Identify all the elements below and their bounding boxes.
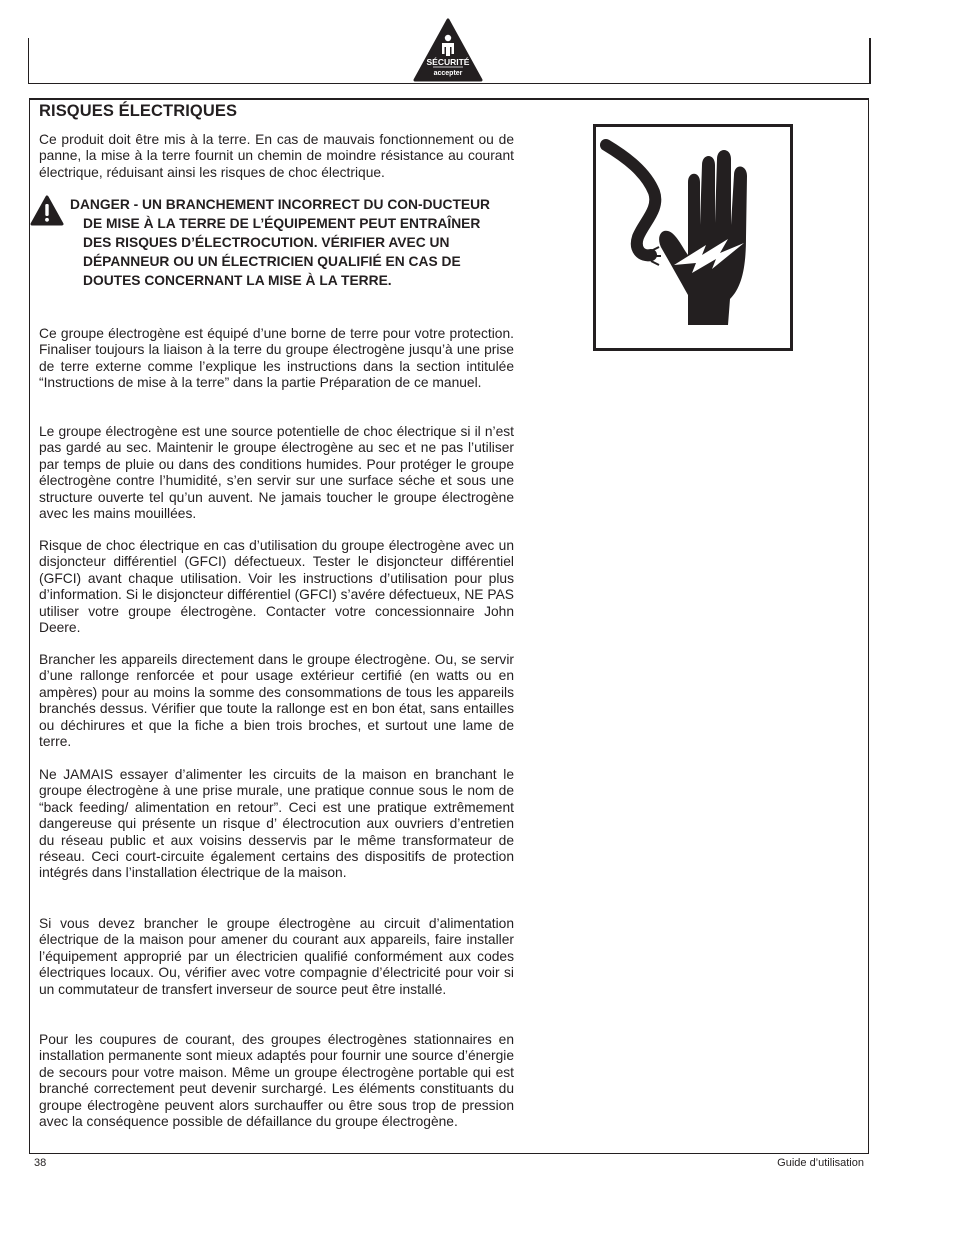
intro-block <box>39 132 514 181</box>
paragraph-block-1 <box>39 326 514 392</box>
header-rule <box>28 83 871 84</box>
gfci-paragraph: Risque de choc électrique en cas d’utilisation du groupe électrogène avec un disjoncteur différentiel (GFCI) défectueux. Tester le disjoncteur différentiel (GFCI) avant chaque utilisation. Voir les instructions d’utilisation pour plus d’information. Si le disjoncteur différentiel (GFCI) s’avére défectueux, NE PAS utiliser votre groupe électrogène. Contacter votre concessionnaire John Deere. <box>39 538 514 636</box>
power-outage-paragraph: Pour les coupures de courant, des groupes électrogènes stationnaires en installation permanente sont mieux adaptés pour fournir une source d’énergie de secours pour votre maison. Même un groupe électrogène portable qui est branché correctement peut devenir surchargé. Les éléments constituants du groupe électrogène peuvent alors surchauffer ou être sous trop de pression avec la conséquence possible de défaillance du groupe électrogène. <box>39 1032 514 1130</box>
danger-text: DANGER - UN BRANCHEMENT INCORRECT DU CON-DUCTEUR DE MISE À LA TERRE DE L’ÉQUIPEMENT PEUT ENTRAÎNER DES RISQUES D’ÉLECTROCUTION. VÉRIFIER AVEC UN DÉPANNEUR OU UN ÉLECTRICIEN QUALIFIÉ EN CAS DE DOUTES CONCERNANT LA MISE À LA TERRE. <box>70 197 491 288</box>
grounding-paragraph: Ce groupe électrogène est équipé d’une borne de terre pour votre protection. Finaliser toujours la liaison à la terre du groupe électrogène jusqu’à une prise de terre externe comme l’explique les instructions dans la section intitulée “Instructions de mise à la terre” dans la partie Préparation de ce manuel. <box>39 326 514 391</box>
safety-alert-icon <box>413 18 483 82</box>
moisture-paragraph: Le groupe électrogène est une source potentielle de choc électrique si il n’est pas gardé au sec. Maintenir le groupe électrogène au sec et ne pas l’utiliser par temps de pluie ou dans des conditions humides. Pour protéger le groupe électrogène contre l’humidité, s’en servir sur une surface séche et sous une structure ouverte tel qu’un auvent. Ne jamais toucher le groupe électrogène avec les mains mouillées. <box>39 424 514 522</box>
paragraph-block-5 <box>39 767 514 882</box>
extension-cord-paragraph: Brancher les appareils directement dans le groupe électrogène. Ou, se servir d’une rallonge renforcée et pour usage extérieur certifié (en watts ou en ampères) pour au moins la somme des consommations de tous les appareils branchés dessus. Vérifier que toute la rallonge est en bon état, sans entailles ou déchirures et que la fiche a bien trois broches, et surtout une lame de terre. <box>39 652 514 750</box>
warning-triangle-icon <box>30 195 64 226</box>
section-title: RISQUES ÉLECTRIQUES <box>39 102 238 120</box>
hand-shock-icon <box>596 127 790 348</box>
guide-title: Guide d’utilisation <box>777 1157 864 1169</box>
paragraph-block-6 <box>39 916 514 998</box>
page-number: 38 <box>34 1157 47 1169</box>
intro-paragraph: Ce produit doit être mis à la terre. En cas de mauvais fonctionnement ou de panne, la mise à la terre fournit un chemin de moindre résistance au courant électrique, réduisant ainsi les risques de choc électrique. <box>39 132 514 180</box>
paragraph-block-3 <box>39 538 514 636</box>
danger-notice <box>30 195 510 290</box>
paragraph-block-4 <box>39 652 514 750</box>
paragraph-block-7 <box>39 1032 514 1130</box>
back-feeding-paragraph: Ne JAMAIS essayer d’alimenter les circuits de la maison en branchant le groupe électrogène à une prise murale, une pratique connue sous le nom de “back feeding/ alimentation en retour”. Ceci est une pratique extrêmement dangereuse qui présente un risque d’ électrocution aux ouvriers d’entretien du réseau public et aux voisins desservis par le même transformateur de réseau. Ceci court-circuite également certains des dispositifs de protection intégrés dans l’installation électrique de la maison. <box>39 767 514 881</box>
badge-subtitle: accepter <box>433 70 463 77</box>
badge-title: SÉCURITÉ <box>426 57 470 67</box>
header-rule-right <box>869 38 871 84</box>
electric-shock-hazard-figure <box>593 124 793 351</box>
header-rule-left <box>28 38 29 84</box>
house-connection-paragraph: Si vous devez brancher le groupe électrogène au circuit d’alimentation électrique de la maison pour amener du courant aux appareils, faire installer l’équipement approprié par un électricien qualifié conformément aux codes électriques locaux. Ou, vérifier avec votre compagnie d’électricité pour voir si un commutateur de transfert inverseur de source peut être installé. <box>39 916 514 997</box>
paragraph-block-2 <box>39 424 514 522</box>
